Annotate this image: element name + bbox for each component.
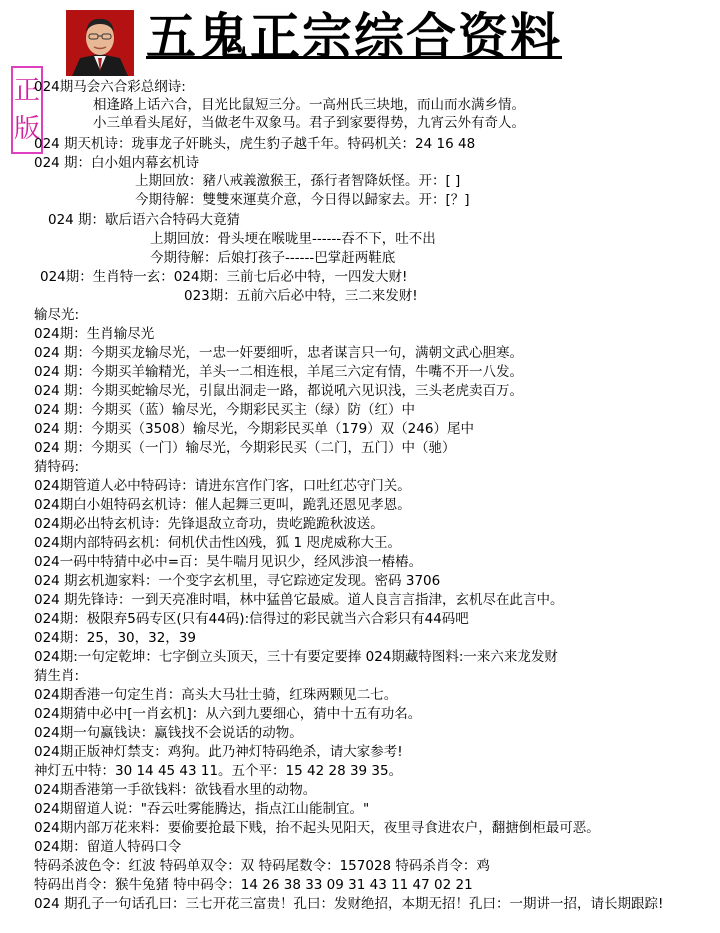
- text-line: 024 期：今期买龙输尽光，一忠一奸要细听，忠者谋言只一句，满朝文武心胆寒。: [34, 345, 524, 361]
- text-line: 相逢路上话六合，目光比鼠短三分。一高州氏三块地，而山而水满乡情。: [93, 97, 525, 113]
- text-line: 024 期：歇后语六合特码大竟猜: [48, 212, 241, 228]
- portrait-icon: [66, 10, 134, 76]
- text-line: 024 期：白小姐内幕玄机诗: [34, 155, 200, 171]
- text-line: 024期香港第一手欲钱料：欲钱看水里的动物。: [34, 782, 317, 798]
- text-line: 猜特码:: [34, 459, 80, 475]
- text-line: 024期香港一句定生肖：高头大马壮士骑，红珠两颗见二七。: [34, 687, 398, 703]
- text-line: 输尽光:: [34, 307, 80, 323]
- text-line: 024期留道人说："吞云吐雾能腾达，指点江山能制宜。": [34, 801, 370, 817]
- text-line: 024 期先锋诗：一到天亮准时唱，林中猛兽它最威。道人良言言指津，玄机尽在此言中。: [34, 592, 564, 608]
- text-line: 024期：留道人特码口令: [34, 839, 182, 855]
- text-line: 024期正版神灯禁支：鸡狗。此乃神灯特码绝杀，请大家参考!: [34, 744, 403, 760]
- text-line: 024 期：今期买（蓝）输尽光，今期彩民买主（绿）防（红）中: [34, 402, 416, 418]
- text-line: 024一码中特猜中必中=百：昊牛喘月见识少，经风涉浪一樁樁。: [34, 554, 423, 570]
- text-line: 024期内部特码玄机：伺机伏击性凶残，狐 1 咫虎威称大王。: [34, 535, 401, 551]
- text-line: 上期回放：豬八戒義激猴王，孫行者智降妖怪。开：[ ]: [135, 173, 461, 189]
- text-line: 024期：生肖输尽光: [34, 326, 155, 342]
- text-line: 024期：25，30，32，39: [34, 630, 196, 646]
- text-line: 024期必出特玄机诗：先锋退敌立奇功，贵屹跪跪秋波送。: [34, 516, 384, 532]
- text-line: 024 期：今期买（3508）输尽光，今期彩民买单（179）双（246）尾中: [34, 421, 474, 437]
- text-line: 024期：极限弃5码专区(只有44码):信得过的彩民就当六合彩只有44码吧: [34, 611, 469, 627]
- authentic-stamp: 正 版: [11, 66, 43, 154]
- text-line: 024期马会六合彩总纲诗:: [34, 79, 186, 95]
- text-line: 024 期：今期买蛇输尽光，引鼠出洞走一路，都说吼六见识浅，三头老虎卖百万。: [34, 383, 524, 399]
- text-line: 特码出肖令：猴牛兔猪 特中码令：14 26 38 33 09 31 43 11 47 02 21: [34, 877, 473, 893]
- text-line: 今期待解：后娘打孩子------巴掌赶两鞋底: [150, 250, 396, 266]
- text-line: 024 期：今期买（一门）输尽光，今期彩民买（二门，五门）中（驰）: [34, 440, 456, 456]
- text-line: 023期：五前六后必中特，三二来发财!: [184, 288, 418, 304]
- text-line: 024期一句赢钱诀：赢钱找不会说话的动物。: [34, 725, 303, 741]
- text-line: 024 期：今期买羊输精光，羊头一二相连根，羊尾三六定有情，牛嘴不开一八发。: [34, 364, 524, 380]
- text-line: 上期回放：骨头埂在喉咙里------吞不下，吐不出: [150, 231, 436, 247]
- text-line: 024期：生肖特一玄：024期：三前七后必中特，一四发大财!: [40, 269, 408, 285]
- text-line: 024期猜中必中[一肖玄机]：从六到九要细心，猜中十五有功名。: [34, 706, 422, 722]
- text-line: 神灯五中特：30 14 45 43 11。五个平：15 42 28 39 35。: [34, 763, 403, 779]
- text-line: 024期:一句定乾坤：七字倒立头顶天，三十有要定要捧 024期藏特图料:一来六来龙发财: [34, 649, 558, 665]
- text-line: 024 期天机诗：珑事龙子奸眺头，虎生豹子越千年。特码机关：24 16 48: [34, 136, 476, 152]
- text-line: 024期管道人必中特码诗：请进东宫作门客，口吐红芯守门关。: [34, 478, 411, 494]
- avatar: [66, 10, 134, 76]
- text-line: 024期白小姐特码玄机诗：催人起舞三更叫，跪乳还恩见孝恩。: [34, 497, 411, 513]
- text-line: 024期内部万花来料：要偷要抢最下贱，抬不起头见阳天，夜里寻食进农户，翻搪倒柜最可恶。: [34, 820, 600, 836]
- text-line: 特码杀波色令：红波 特码单双令：双 特码尾数令：157028 特码杀肖令：鸡: [34, 858, 490, 874]
- text-line: 024 期孔子一句话孔曰：三七开花三富贵！孔曰：发财绝招，本期无招！孔曰：一期讲一招，请长期跟踪!: [34, 896, 664, 912]
- text-line: 今期待解：雙雙來運莫介意，今日得以歸家去。开：[？]: [135, 192, 470, 208]
- text-line: 024 期玄机迦家料：一个变字玄机里，寻它踪迹定发现。密码 3706: [34, 573, 441, 589]
- text-line: 猜生肖:: [34, 668, 80, 684]
- text-line: 小三单看头尾好，当做老牛双象马。君子到家要得势，九宵云外有奇人。: [93, 115, 525, 131]
- page-title: 五鬼正宗综合资料: [146, 7, 562, 66]
